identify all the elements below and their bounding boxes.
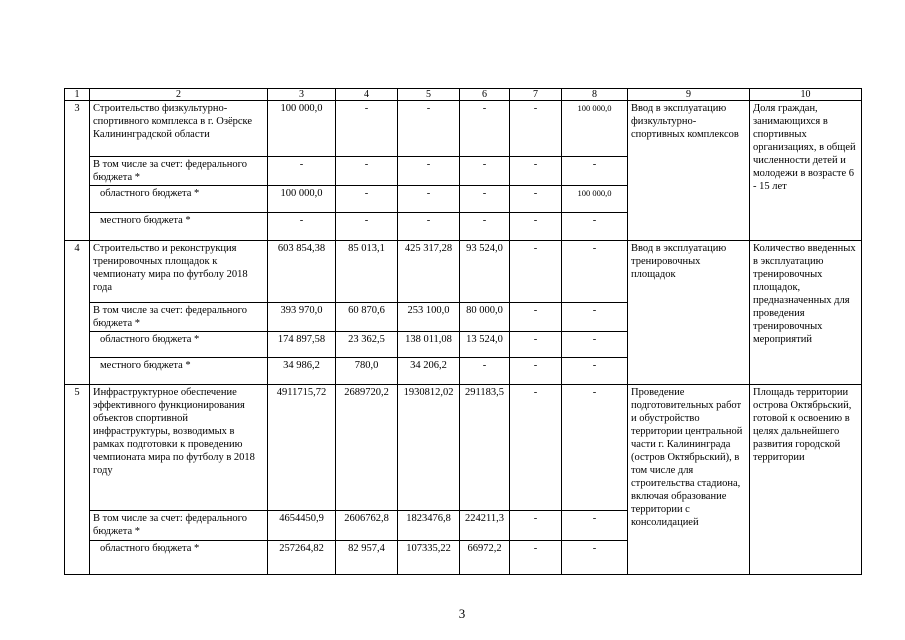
amount-cell: 257264,82 [268, 541, 336, 575]
amount-cell: 4911715,72 [268, 385, 336, 511]
item-name: Инфраструктурное обеспечение эффективного функционирования объектов спортивной инфраструктуры, возводимых в рамках подготовки к проведению чемпионата мира по футболу в 2018 году [90, 385, 268, 511]
amount-cell: 82 957,4 [336, 541, 398, 575]
page-number: 3 [458, 606, 466, 621]
amount-cell: 60 870,6 [336, 303, 398, 332]
amount-cell: 66972,2 [460, 541, 510, 575]
row-number: 4 [65, 241, 90, 385]
amount-cell: - [268, 157, 336, 186]
table-row [65, 101, 862, 157]
amount-cell: - [336, 186, 398, 213]
amount-cell: - [460, 186, 510, 213]
amount-cell: 100 000,0 [562, 101, 628, 157]
result-cell: Проведение подготовительных работ и обустройство территории центральной части г. Калининграда (остров Октябрьский), в том числе для строительства стадиона, включая образование территории с консолидацией [628, 385, 750, 575]
funding-label: местного бюджета * [90, 213, 268, 241]
header-cell: 9 [628, 89, 750, 101]
amount-cell: - [460, 213, 510, 241]
amount-cell: 100 000,0 [268, 186, 336, 213]
amount-cell: 23 362,5 [336, 332, 398, 358]
amount-cell: - [510, 332, 562, 358]
amount-cell: - [510, 186, 562, 213]
program-table [64, 88, 862, 575]
amount-cell: - [398, 157, 460, 186]
amount-cell: 138 011,08 [398, 332, 460, 358]
indicator-cell: Количество введенных в эксплуатацию тренировочных площадок, предназначенных для проведения тренировочных мероприятий [750, 241, 862, 385]
indicator-cell: Доля граждан, занимающихся в спортивных организациях, в общей численности детей и молодежи в возрасте 6 - 15 лет [750, 101, 862, 241]
amount-cell: - [562, 157, 628, 186]
table-row [65, 385, 862, 511]
amount-cell: - [510, 358, 562, 385]
header-cell: 5 [398, 89, 460, 101]
amount-cell: - [336, 101, 398, 157]
amount-cell: 1930812,02 [398, 385, 460, 511]
amount-cell: - [336, 157, 398, 186]
amount-cell: - [336, 213, 398, 241]
amount-cell: 425 317,28 [398, 241, 460, 303]
amount-cell: - [398, 186, 460, 213]
amount-cell: 34 206,2 [398, 358, 460, 385]
amount-cell: 603 854,38 [268, 241, 336, 303]
amount-cell: 224211,3 [460, 511, 510, 541]
amount-cell: - [268, 213, 336, 241]
amount-cell: 100 000,0 [562, 186, 628, 213]
funding-label: В том числе за счет: федерального бюджета * [90, 511, 268, 541]
amount-cell: - [562, 213, 628, 241]
amount-cell: 174 897,58 [268, 332, 336, 358]
amount-cell: - [398, 101, 460, 157]
amount-cell: 100 000,0 [268, 101, 336, 157]
header-cell: 7 [510, 89, 562, 101]
amount-cell: - [562, 385, 628, 511]
item-name: Строительство и реконструкция тренировочных площадок к чемпионату мира по футболу 2018 года [90, 241, 268, 303]
header-cell: 6 [460, 89, 510, 101]
funding-label: областного бюджета * [90, 541, 268, 575]
amount-cell: - [510, 541, 562, 575]
row-number: 5 [65, 385, 90, 575]
header-cell: 3 [268, 89, 336, 101]
amount-cell: 253 100,0 [398, 303, 460, 332]
amount-cell: 93 524,0 [460, 241, 510, 303]
header-cell: 8 [562, 89, 628, 101]
item-name: Строительство физкультурно-спортивного комплекса в г. Озёрске Калининградской области [90, 101, 268, 157]
result-cell: Ввод в эксплуатацию физкультурно-спортивных комплексов [628, 101, 750, 241]
amount-cell: 13 524,0 [460, 332, 510, 358]
amount-cell: - [398, 213, 460, 241]
funding-label: местного бюджета * [90, 358, 268, 385]
amount-cell: - [510, 303, 562, 332]
amount-cell: - [510, 157, 562, 186]
header-cell: 10 [750, 89, 862, 101]
amount-cell: 2606762,8 [336, 511, 398, 541]
amount-cell: - [562, 541, 628, 575]
amount-cell: - [510, 101, 562, 157]
row-number: 3 [65, 101, 90, 241]
amount-cell: 393 970,0 [268, 303, 336, 332]
amount-cell: 85 013,1 [336, 241, 398, 303]
amount-cell: - [562, 511, 628, 541]
amount-cell: 34 986,2 [268, 358, 336, 385]
header-cell: 1 [65, 89, 90, 101]
funding-label: областного бюджета * [90, 332, 268, 358]
amount-cell: - [460, 157, 510, 186]
funding-label: В том числе за счет: федерального бюджета * [90, 157, 268, 186]
amount-cell: 4654450,9 [268, 511, 336, 541]
amount-cell: - [510, 241, 562, 303]
table-row [65, 241, 862, 303]
amount-cell: - [562, 332, 628, 358]
header-row [65, 89, 862, 101]
funding-label: В том числе за счет: федерального бюджета * [90, 303, 268, 332]
funding-label: областного бюджета * [90, 186, 268, 213]
amount-cell: 780,0 [336, 358, 398, 385]
amount-cell: - [510, 213, 562, 241]
amount-cell: 107335,22 [398, 541, 460, 575]
amount-cell: 2689720,2 [336, 385, 398, 511]
result-cell: Ввод в эксплуатацию тренировочных площадок [628, 241, 750, 385]
amount-cell: - [460, 101, 510, 157]
indicator-cell: Площадь территории острова Октябрьский, готовой к освоению в целях дальнейшего развития городской территории [750, 385, 862, 575]
amount-cell: - [562, 358, 628, 385]
header-cell: 4 [336, 89, 398, 101]
amount-cell: 1823476,8 [398, 511, 460, 541]
amount-cell: - [562, 241, 628, 303]
amount-cell: - [562, 303, 628, 332]
amount-cell: 80 000,0 [460, 303, 510, 332]
amount-cell: - [510, 511, 562, 541]
amount-cell: - [510, 385, 562, 511]
header-cell: 2 [90, 89, 268, 101]
amount-cell: - [460, 358, 510, 385]
amount-cell: 291183,5 [460, 385, 510, 511]
